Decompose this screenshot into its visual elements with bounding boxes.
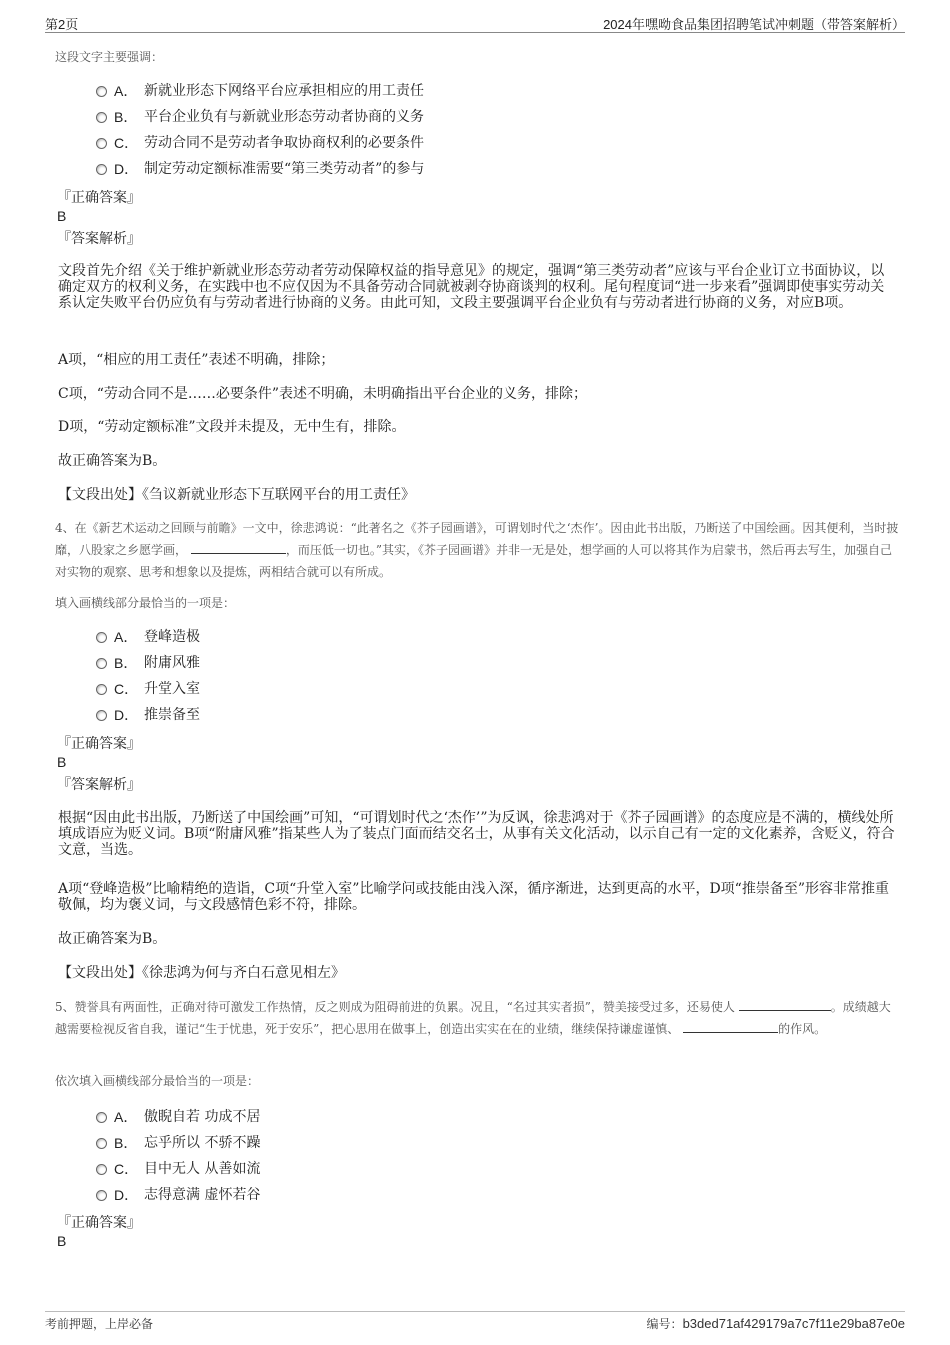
q3-option-d[interactable]: D． 制定劳动定额标准需要“第三类劳动者”的参与 xyxy=(96,158,496,180)
q4-option-b[interactable]: B． 附庸风雅 xyxy=(96,652,496,674)
q5-answer-label: 『正确答案』 xyxy=(57,1215,141,1231)
q3-analysis-label: 『答案解析』 xyxy=(57,231,141,247)
code-value: b3ded71af429179a7c7f11e29ba87e0e xyxy=(682,1316,905,1331)
q3-analysis-option-c: C项，“劳动合同不是……必要条件”表述不明确，未明确指出平台企业的义务，排除； xyxy=(58,386,588,402)
q3-analysis-option-d: D项，“劳动定额标准”文段并未提及，无中生有，排除。 xyxy=(58,419,406,435)
q3-answer-label: 『正确答案』 xyxy=(57,190,141,206)
q5-option-a[interactable]: A． 傲睨自若 功成不居 xyxy=(96,1106,496,1128)
q4-conclusion: 故正确答案为B。 xyxy=(58,931,167,947)
q3-answer: B xyxy=(57,208,67,224)
q4-option-a[interactable]: A． 登峰造极 xyxy=(96,626,496,648)
radio-button[interactable] xyxy=(96,86,107,97)
q4-option-c[interactable]: C． 升堂入室 xyxy=(96,678,496,700)
q3-option-c[interactable]: C． 劳动合同不是劳动者争取协商权利的必要条件 xyxy=(96,132,496,154)
fill-blank xyxy=(191,541,286,554)
q3-analysis-option-a: A项，“相应的用工责任”表述不明确，排除； xyxy=(58,352,335,368)
footer-slogan: 考前押题，上岸必备 xyxy=(45,1317,154,1331)
radio-button[interactable] xyxy=(96,658,107,669)
q3-source: 【文段出处】《刍议新就业形态下互联网平台的用工责任》 xyxy=(58,487,415,503)
document-code xyxy=(647,1315,905,1332)
page-footer xyxy=(45,1311,905,1336)
q5-option-d[interactable]: D． 志得意满 虚怀若谷 xyxy=(96,1184,496,1206)
q4-analysis-label: 『答案解析』 xyxy=(57,777,141,793)
radio-button[interactable] xyxy=(96,632,107,643)
q4-source: 【文段出处】《徐悲鸿为何与齐白石意见相左》 xyxy=(58,965,345,981)
q3-analysis-paragraph: 文段首先介绍《关于维护新就业形态劳动者劳动保障权益的指导意见》的规定，强调“第三类劳动者”应该与平台企业订立书面协议，以确定双方的权利义务，在实践中也不应仅因为不具备劳动合同就被剥夺协商谈判的权利。尾句程度词“进一步来看”强调即使事实劳动关系认定失败平台仍应负有与劳动者进行协商的义务。由此可知，文段主要强调平台企业负有与劳动者进行协商的义务，对应B项。 xyxy=(58,263,885,311)
fill-blank-1 xyxy=(739,998,831,1011)
q5-option-c[interactable]: C． 目中无人 从善如流 xyxy=(96,1158,496,1180)
radio-button[interactable] xyxy=(96,1164,107,1175)
q4-option-d[interactable]: D． 推崇备至 xyxy=(96,704,496,726)
page-header xyxy=(45,14,905,33)
code-label: 编号： xyxy=(646,1317,683,1331)
q4-prompt: 填入画横线部分最恰当的一项是： xyxy=(55,596,236,610)
radio-button[interactable] xyxy=(96,1112,107,1123)
q4-question-text: 4、在《新艺术运动之回顾与前瞻》一文中，徐悲鸿说：“此著名之《芥子园画谱》，可谓划时代之‘杰作’。因由此书出版，乃断送了中国绘画。因其便利，当时披靡，八股家之乡愿学画， ，而压低一切也。”其实，《芥子园画谱》并非一无是处，想学画的人可以将其作为启蒙书，然后再去写生，加强自己对实物的观察、思考和想象以及提炼，两相结合就可以有所成。 xyxy=(55,521,899,579)
q5-option-b[interactable]: B． 忘乎所以 不骄不躁 xyxy=(96,1132,496,1154)
page-number: 第2页 xyxy=(45,17,79,32)
q5-answer: B xyxy=(57,1233,67,1249)
document-title: 2024年嘿呦食品集团招聘笔试冲刺题（带答案解析） xyxy=(603,17,905,32)
radio-button[interactable] xyxy=(96,710,107,721)
fill-blank-2 xyxy=(683,1020,778,1033)
q3-option-b[interactable]: B． 平台企业负有与新就业形态劳动者协商的义务 xyxy=(96,106,496,128)
q4-answer-label: 『正确答案』 xyxy=(57,736,141,752)
radio-button[interactable] xyxy=(96,138,107,149)
radio-button[interactable] xyxy=(96,112,107,123)
radio-button[interactable] xyxy=(96,164,107,175)
q5-prompt: 依次填入画横线部分最恰当的一项是： xyxy=(55,1074,260,1088)
radio-button[interactable] xyxy=(96,1190,107,1201)
q4-analysis-paragraph: 根据“因由此书出版，乃断送了中国绘画”可知，“可谓划时代之‘杰作’”为反讽，徐悲鸿对于《芥子园画谱》的态度应是不满的，横线处所填成语应为贬义词。B项“附庸风雅”指某些人为了装点门面而结交名士，从事有关文化活动，以示自己有一定的文化素养，含贬义，符合文意，当选。 xyxy=(58,810,895,858)
q5-question-text: 5、赞誉具有两面性，正确对待可激发工作热情，反之则成为阻碍前进的负累。况且，“名过其实者损”，赞美接受过多，还易使人 。成绩越大越需要检视反省自我，谨记“生于忧患，死于安乐”，把心思用在做事上，创造出实实在在的业绩，继续保持谦虚谨慎、 的作风。 xyxy=(55,1000,891,1036)
q4-analysis-other-options: A项“登峰造极”比喻精绝的造诣，C项“升堂入室”比喻学问或技能由浅入深，循序渐进，达到更高的水平，D项“推崇备至”形容非常推重敬佩，均为褒义词，与文段感情色彩不符，排除。 xyxy=(58,881,889,913)
radio-button[interactable] xyxy=(96,1138,107,1149)
q3-option-a[interactable]: A． 新就业形态下网络平台应承担相应的用工责任 xyxy=(96,80,496,102)
q3-conclusion: 故正确答案为B。 xyxy=(58,453,167,469)
radio-button[interactable] xyxy=(96,684,107,695)
q3-prompt: 这段文字主要强调： xyxy=(55,50,164,64)
q4-answer: B xyxy=(57,754,67,770)
